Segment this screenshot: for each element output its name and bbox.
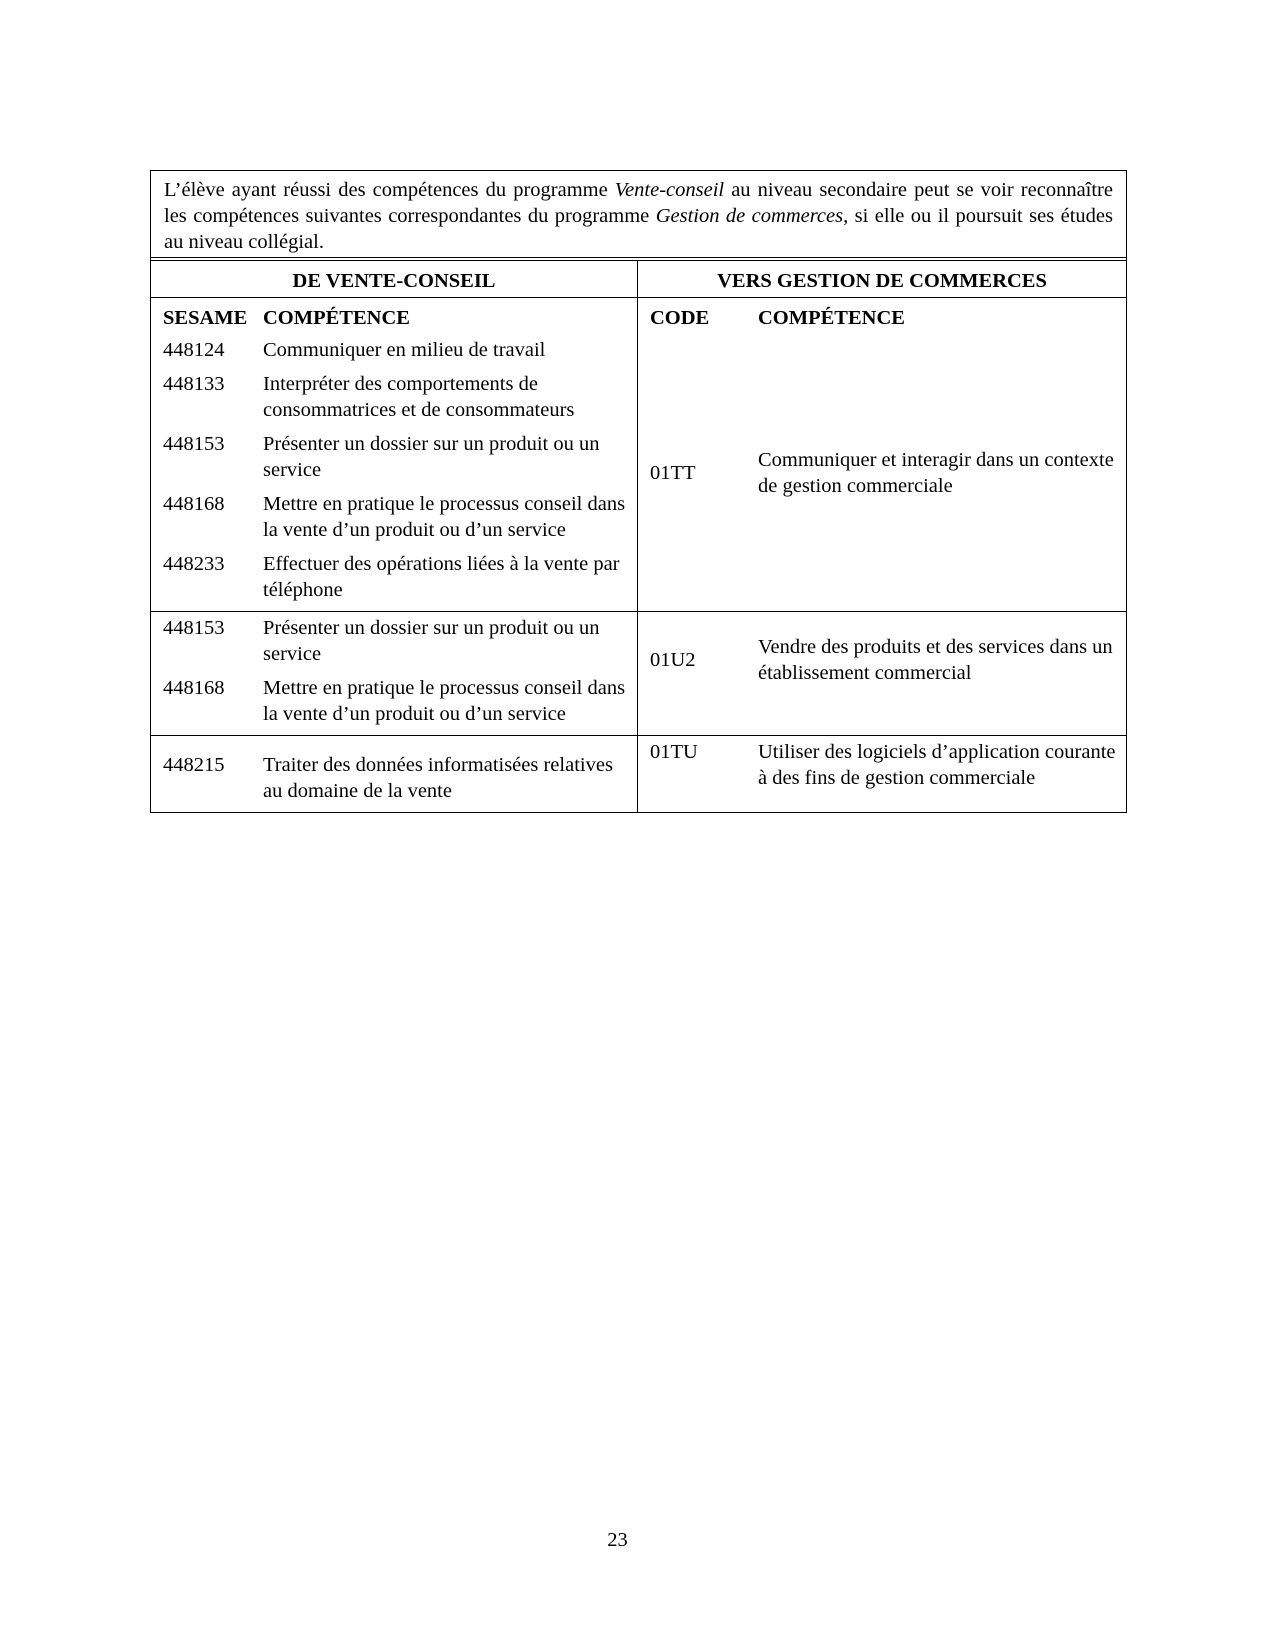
col-competence-right: COMPÉTENCE — [758, 307, 905, 329]
intro-text: , si elle ou il poursuit ses études au niveau collégial. — [164, 205, 1114, 253]
intro-text: au niveau secondaire peut se voir reconnaître les compétences suivantes correspondantes du programme — [164, 179, 1113, 227]
list-item — [151, 551, 637, 603]
sesame-code: 448124 — [163, 339, 225, 361]
code-value: 01U2 — [650, 648, 696, 671]
sesame-code: 448153 — [163, 433, 225, 455]
competence-text: Mettre en pratique le processus conseil dans la vente d’un produit ou d’un service — [263, 677, 626, 725]
intro-text: L’élève ayant réussi des compétences du programme — [164, 179, 615, 201]
page-number: 23 — [607, 1529, 628, 1551]
competence-text: Vendre des produits et des services dans un établissement commercial — [758, 635, 1113, 684]
col-sesame: SESAME — [163, 307, 248, 329]
competence-text: Traiter des données informatisées relatives au domaine de la vente — [263, 754, 613, 802]
sesame-code: 448153 — [163, 617, 225, 639]
col-code: CODE — [650, 307, 710, 329]
competence-text: Interpréter des comportements de consommatrices et de consommateurs — [263, 373, 575, 421]
list-item — [151, 371, 637, 423]
list-item — [151, 615, 637, 667]
sesame-code: 448233 — [163, 553, 225, 575]
code-value: 01TT — [650, 461, 696, 484]
header-row — [151, 261, 1126, 297]
equivalence-table — [150, 170, 1127, 813]
table-row — [151, 611, 1126, 735]
list-item — [151, 752, 637, 804]
competence-text: Utiliser des logiciels d’application courante à des fins de gestion commerciale — [758, 741, 1116, 789]
header-de-vente-conseil: DE VENTE-CONSEIL — [151, 261, 638, 297]
sesame-code: 448168 — [163, 677, 225, 699]
competence-text: Mettre en pratique le processus conseil dans la vente d’un produit ou d’un service — [263, 493, 626, 541]
header-vers-gestion: VERS GESTION DE COMMERCES — [717, 270, 1047, 292]
code-value: 01TU — [650, 741, 698, 763]
competence-text: Présenter un dossier sur un produit ou un service — [263, 433, 600, 481]
list-item — [151, 337, 637, 363]
program-name-vente-conseil: Vente-conseil — [614, 179, 725, 201]
competence-text: Communiquer en milieu de travail — [263, 339, 546, 361]
program-name-gestion: Gestion de commerces — [655, 205, 844, 227]
competence-text: Communiquer et interagir dans un contexte de gestion commerciale — [758, 448, 1114, 497]
sesame-code: 448168 — [163, 493, 225, 515]
competence-text: Présenter un dossier sur un produit ou un service — [263, 617, 600, 665]
list-item — [151, 431, 637, 483]
intro-paragraph — [151, 171, 1126, 261]
list-item — [151, 675, 637, 727]
col-competence-left: COMPÉTENCE — [263, 307, 410, 329]
sesame-code: 448215 — [163, 754, 225, 776]
competence-text: Effectuer des opérations liées à la vente par téléphone — [263, 553, 620, 601]
sesame-code: 448133 — [163, 373, 225, 395]
table-row — [151, 735, 1126, 812]
list-item — [151, 491, 637, 543]
subheader-row — [151, 297, 1126, 334]
table-row — [151, 334, 1126, 611]
